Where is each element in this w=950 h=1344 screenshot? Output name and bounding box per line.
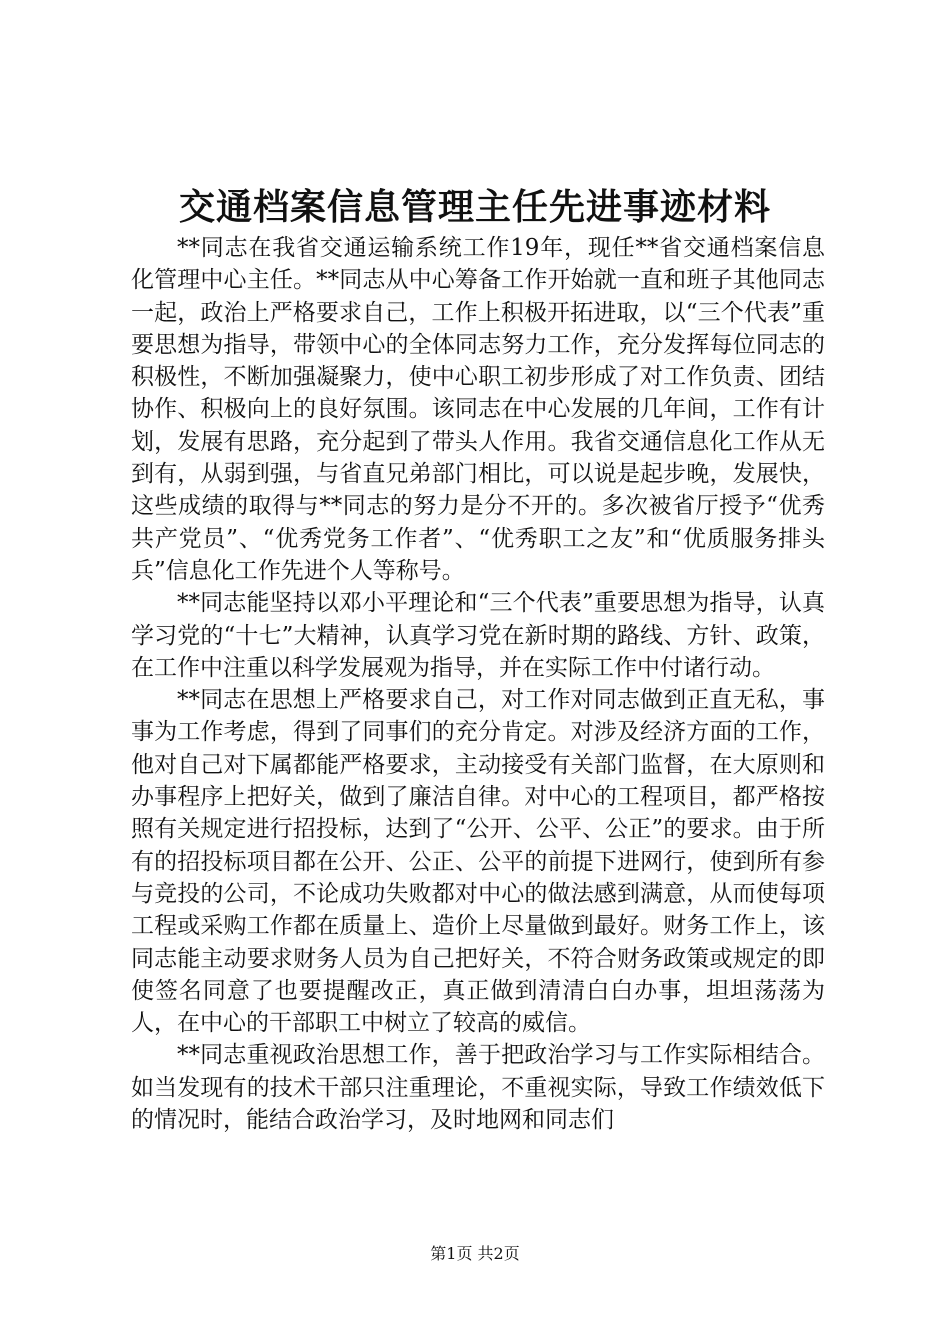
- document-title: 交通档案信息管理主任先进事迹材料: [178, 186, 771, 228]
- paragraph-3: **同志在思想上严格要求自己，对工作对同志做到正直无私，事事为工作考虑，得到了同事们的充分肯定。对涉及经济方面的工作，他对自己对下属都能严格要求，主动接受有关部门监督，在大原则和办事程序上把好关，做到了廉洁自律。对中心的工程项目，都严格按照有关规定进行招投标，达到了“公开、公平、公正”的要求。由于所有的招投标项目都在公开、公正、公平的前提下进网行，使到所有参与竞投的公司，不论成功失败都对中心的做法感到满意，从而使每项工程或采购工作都在质量上、造价上尽量做到最好。财务工作上，该同志能主动要求财务人员为自己把好关，不符合财务政策或规定的即使签名同意了也要提醒改正，真正做到清清白白办事，坦坦荡荡为人，在中心的干部职工中树立了较高的威信。: [131, 687, 825, 1037]
- paragraph-4: **同志重视政治思想工作，善于把政治学习与工作实际相结合。如当发现有的技术干部只注重理论，不重视实际，导致工作绩效低下的情况时，能结合政治学习，及时地网和同志们: [131, 1042, 825, 1134]
- paragraph-1: **同志在我省交通运输系统工作19年，现任**省交通档案信息化管理中心主任。**同志从中心筹备工作开始就一直和班子其他同志一起，政治上严格要求自己，工作上积极开拓进取，以“三个代表”重要思想为指导，带领中心的全体同志努力工作，充分发挥每位同志的积极性，不断加强凝聚力，使中心职工初步形成了对工作负责、团结协作、积极向上的良好氛围。该同志在中心发展的几年间，工作有计划，发展有思路，充分起到了带头人作用。我省交通信息化工作从无到有，从弱到强，与省直兄弟部门相比，可以说是起步晚，发展快，这些成绩的取得与**同志的努力是分不开的。多次被省厅授予“优秀共产党员”、“优秀党务工作者”、“优秀职工之友”和“优质服务排头兵”信息化工作先进个人等称号。: [131, 235, 825, 584]
- paragraph-2: **同志能坚持以邓小平理论和“三个代表”重要思想为指导，认真学习党的“十七”大精神，认真学习党在新时期的路线、方针、政策，在工作中注重以科学发展观为指导，并在实际工作中付诸行动。: [131, 590, 825, 681]
- page-number-footer: 第1页 共2页: [430, 1244, 520, 1263]
- document-body: [131, 232, 825, 1136]
